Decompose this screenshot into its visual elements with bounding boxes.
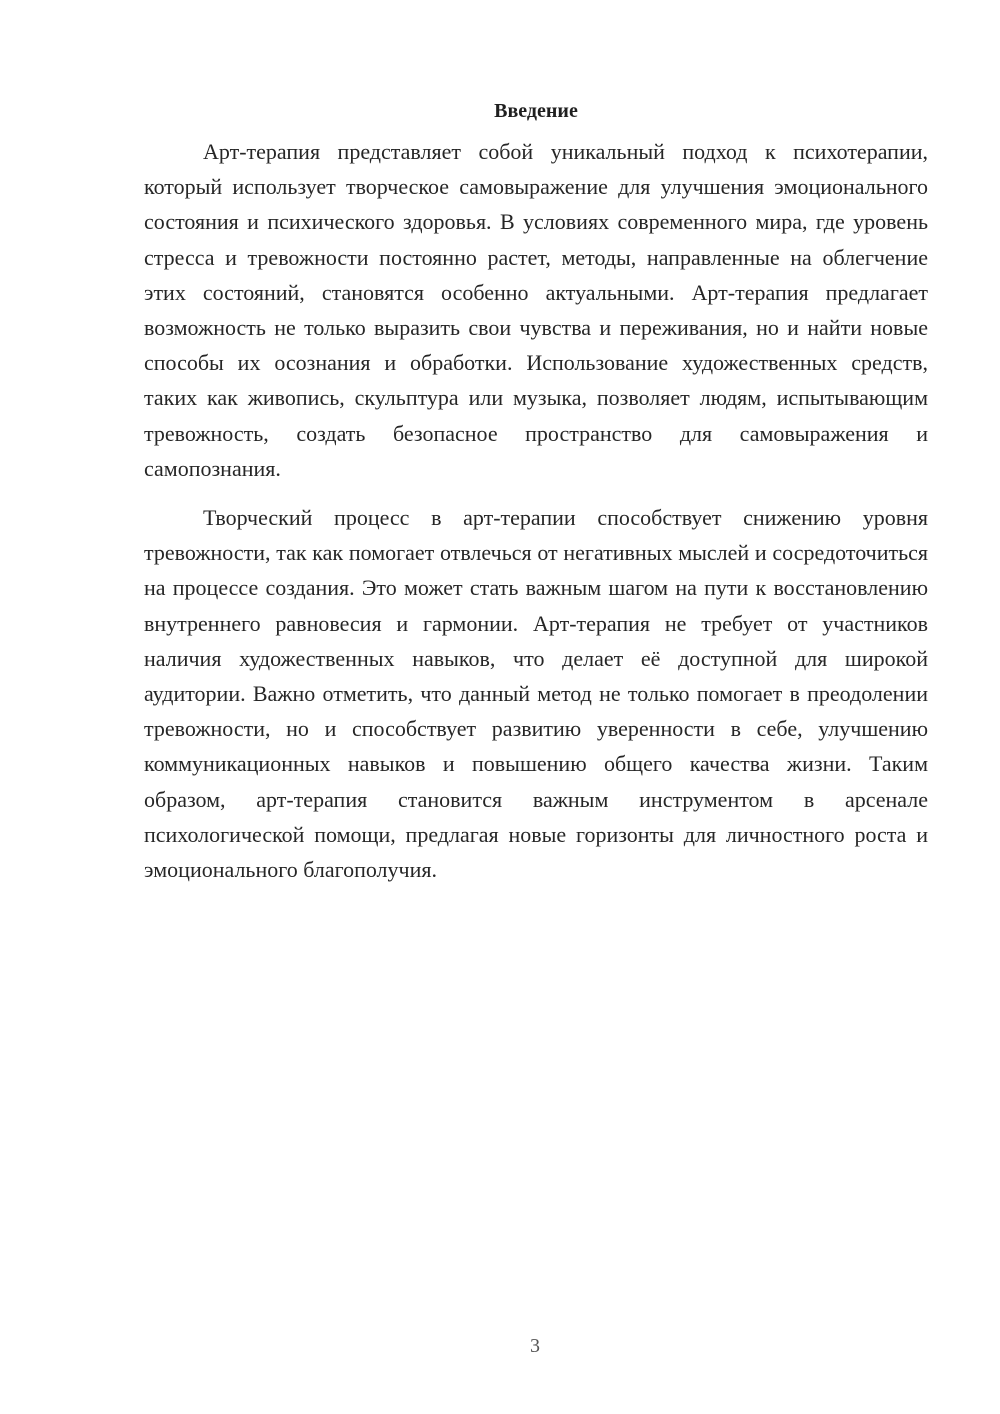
section-heading: Введение (494, 100, 578, 122)
paragraph-intro: Арт-терапия представляет собой уникальный подход к психотерапии, который использует творческое самовыражение для улучшения эмоционального состояния и психического здоровья. В условиях современного мира, где уровень стресса и тревожности постоянно растет, методы, направленные на облегчение этих состояний, становятся особенно актуальными. Арт-терапия предлагает возможность не только выразить свои чувства и переживания, но и найти новые способы их осознания и обработки. Использование художественных средств, таких как живопись, скульптура или музыка, позволяет людям, испытывающим тревожность, создать безопасное пространство для самовыражения и самопознания. (144, 139, 928, 481)
page-number: 3 (530, 1335, 540, 1357)
paragraph-spacer (144, 486, 928, 500)
paragraph-creative-process: Творческий процесс в арт-терапии способствует снижению уровня тревожности, так как помогает отвлечься от негативных мыслей и сосредоточиться на процессе создания. Это может стать важным шагом на пути к восстановлению внутреннего равновесия и гармонии. Арт-терапия не требует от участников наличия художественных навыков, что делает её доступной для широкой аудитории. Важно отметить, что данный метод не только помогает в преодолении тревожности, но и способствует развитию уверенности в себе, улучшению коммуникационных навыков и повышению общего качества жизни. Таким образом, арт-терапия становится важным инструментом в арсенале психологической помощи, предлагая новые горизонты для личностного роста и эмоционального благополучия. (144, 505, 928, 883)
page-content (144, 96, 928, 887)
